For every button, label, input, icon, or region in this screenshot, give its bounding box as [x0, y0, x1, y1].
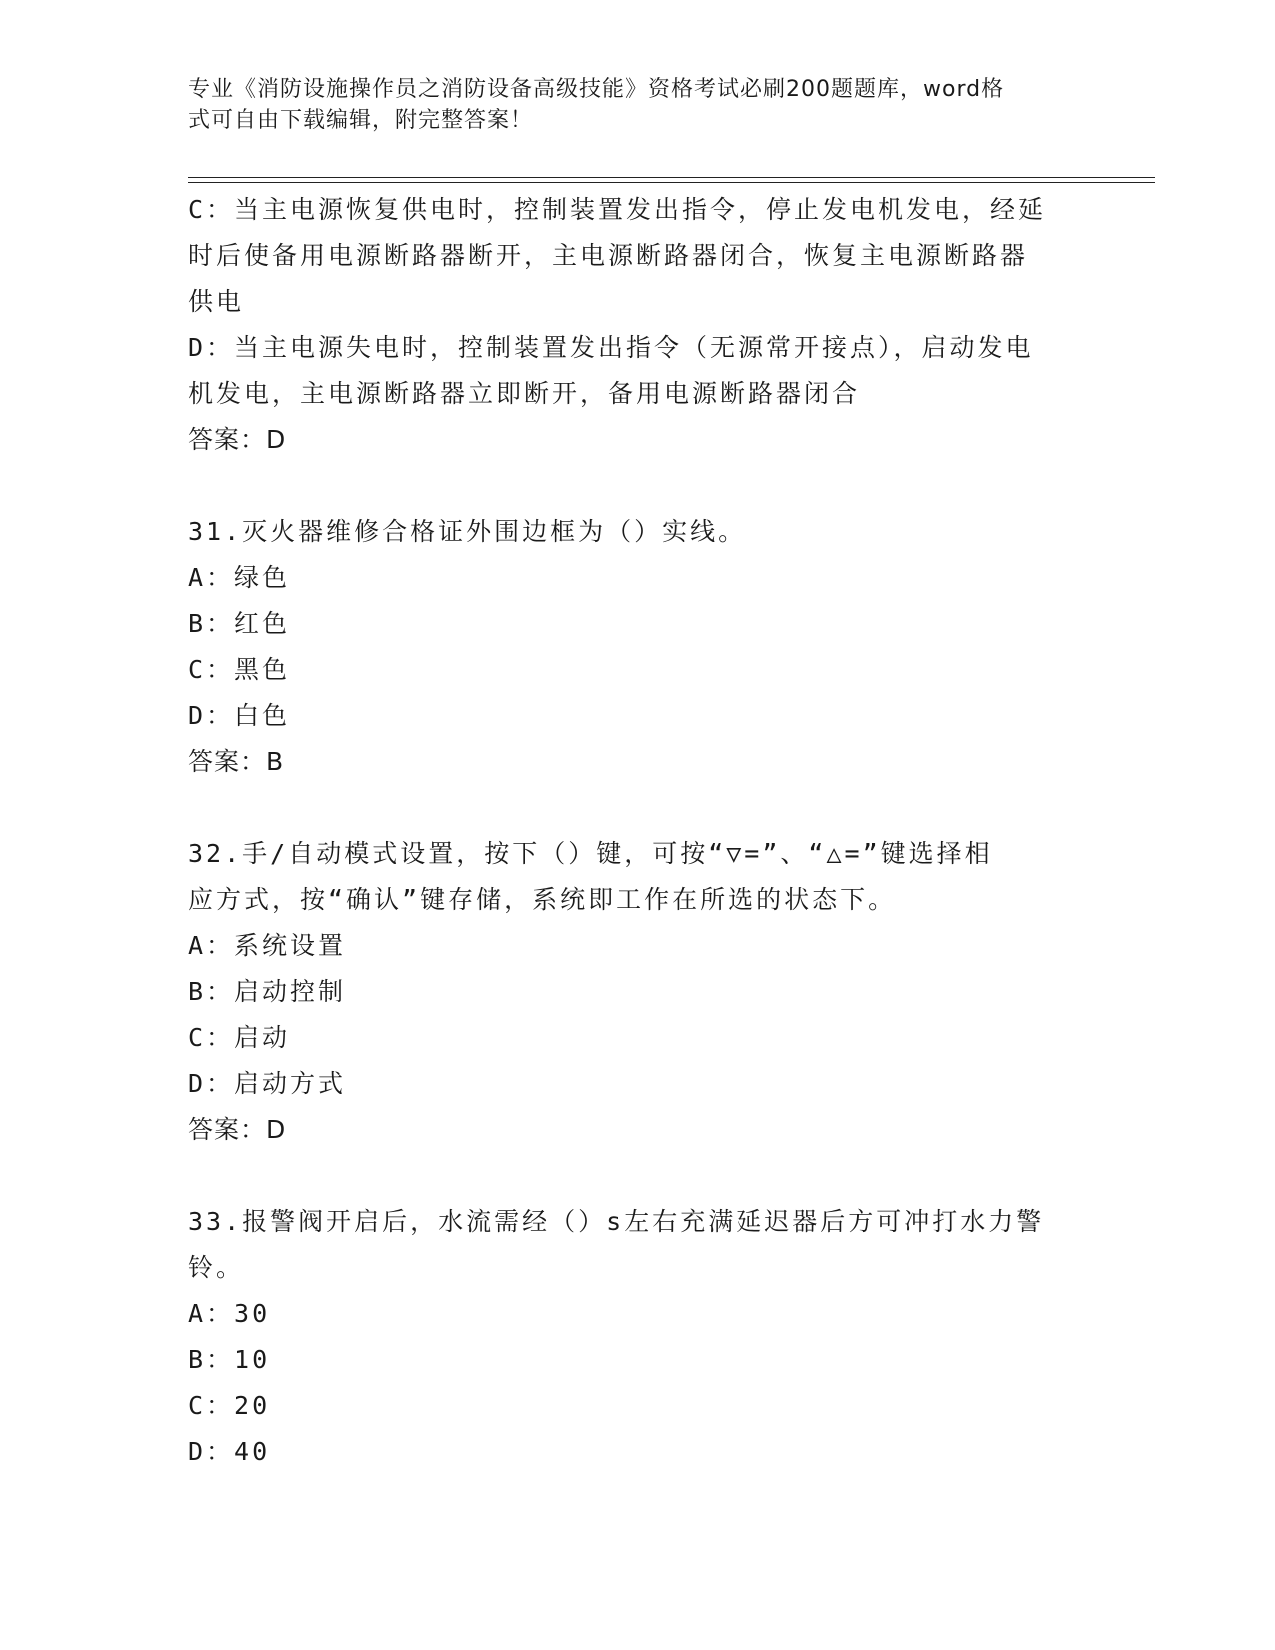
option-b: B：启动控制: [188, 977, 347, 1006]
option-b: B：10: [188, 1345, 271, 1374]
option-a: A：绿色: [188, 563, 291, 592]
answer-label: 答案：D: [188, 1115, 287, 1144]
option-a: A：系统设置: [188, 931, 347, 960]
header-line-1: 专业《消防设施操作员之消防设备高级技能》资格考试必刷200题题库，word格: [188, 77, 1005, 102]
answer-label: 答案：D: [188, 425, 287, 454]
question-list: [188, 187, 1088, 1475]
spacer: [188, 785, 1088, 831]
question-stem-line-2: 铃。: [188, 1253, 245, 1282]
question-30-continued: [188, 187, 1088, 463]
question-stem-line-1: 32.手/自动模式设置，按下（）键，可按“▽=”、“△=”键选择相: [188, 839, 993, 868]
question-stem: 31.灭火器维修合格证外围边框为（）实线。: [188, 517, 747, 546]
question-stem-line-2: 应方式，按“确认”键存储，系统即工作在所选的状态下。: [188, 885, 897, 914]
option-d: D：启动方式: [188, 1069, 347, 1098]
document-header: [188, 74, 1078, 136]
option-d-line-2: 机发电，主电源断路器立即断开，备用电源断路器闭合: [188, 379, 861, 408]
question-33: [188, 1199, 1088, 1475]
question-stem-line-1: 33.报警阀开启后，水流需经（）s左右充满延迟器后方可冲打水力警: [188, 1207, 1045, 1236]
option-c: C：启动: [188, 1023, 291, 1052]
option-d: D：40: [188, 1437, 271, 1466]
option-d-line-1: D：当主电源失电时，控制装置发出指令（无源常开接点），启动发电: [188, 333, 1034, 362]
question-32: [188, 831, 1088, 1153]
answer-label: 答案：B: [188, 747, 285, 776]
option-c-line-3: 供电: [188, 287, 245, 316]
header-line-2: 式可自由下载编辑，附完整答案！: [188, 108, 534, 133]
option-c: C：20: [188, 1391, 271, 1420]
question-31: [188, 509, 1088, 785]
header-divider-top: [188, 177, 1155, 178]
spacer: [188, 1153, 1088, 1199]
option-c-line-2: 时后使备用电源断路器断开，主电源断路器闭合，恢复主电源断路器: [188, 241, 1029, 270]
option-c-line-1: C：当主电源恢复供电时，控制装置发出指令，停止发电机发电，经延: [188, 195, 1047, 224]
option-c: C：黑色: [188, 655, 291, 684]
option-a: A：30: [188, 1299, 271, 1328]
header-divider-bottom: [188, 182, 1155, 183]
option-b: B：红色: [188, 609, 291, 638]
spacer: [188, 463, 1088, 509]
option-d: D：白色: [188, 701, 291, 730]
